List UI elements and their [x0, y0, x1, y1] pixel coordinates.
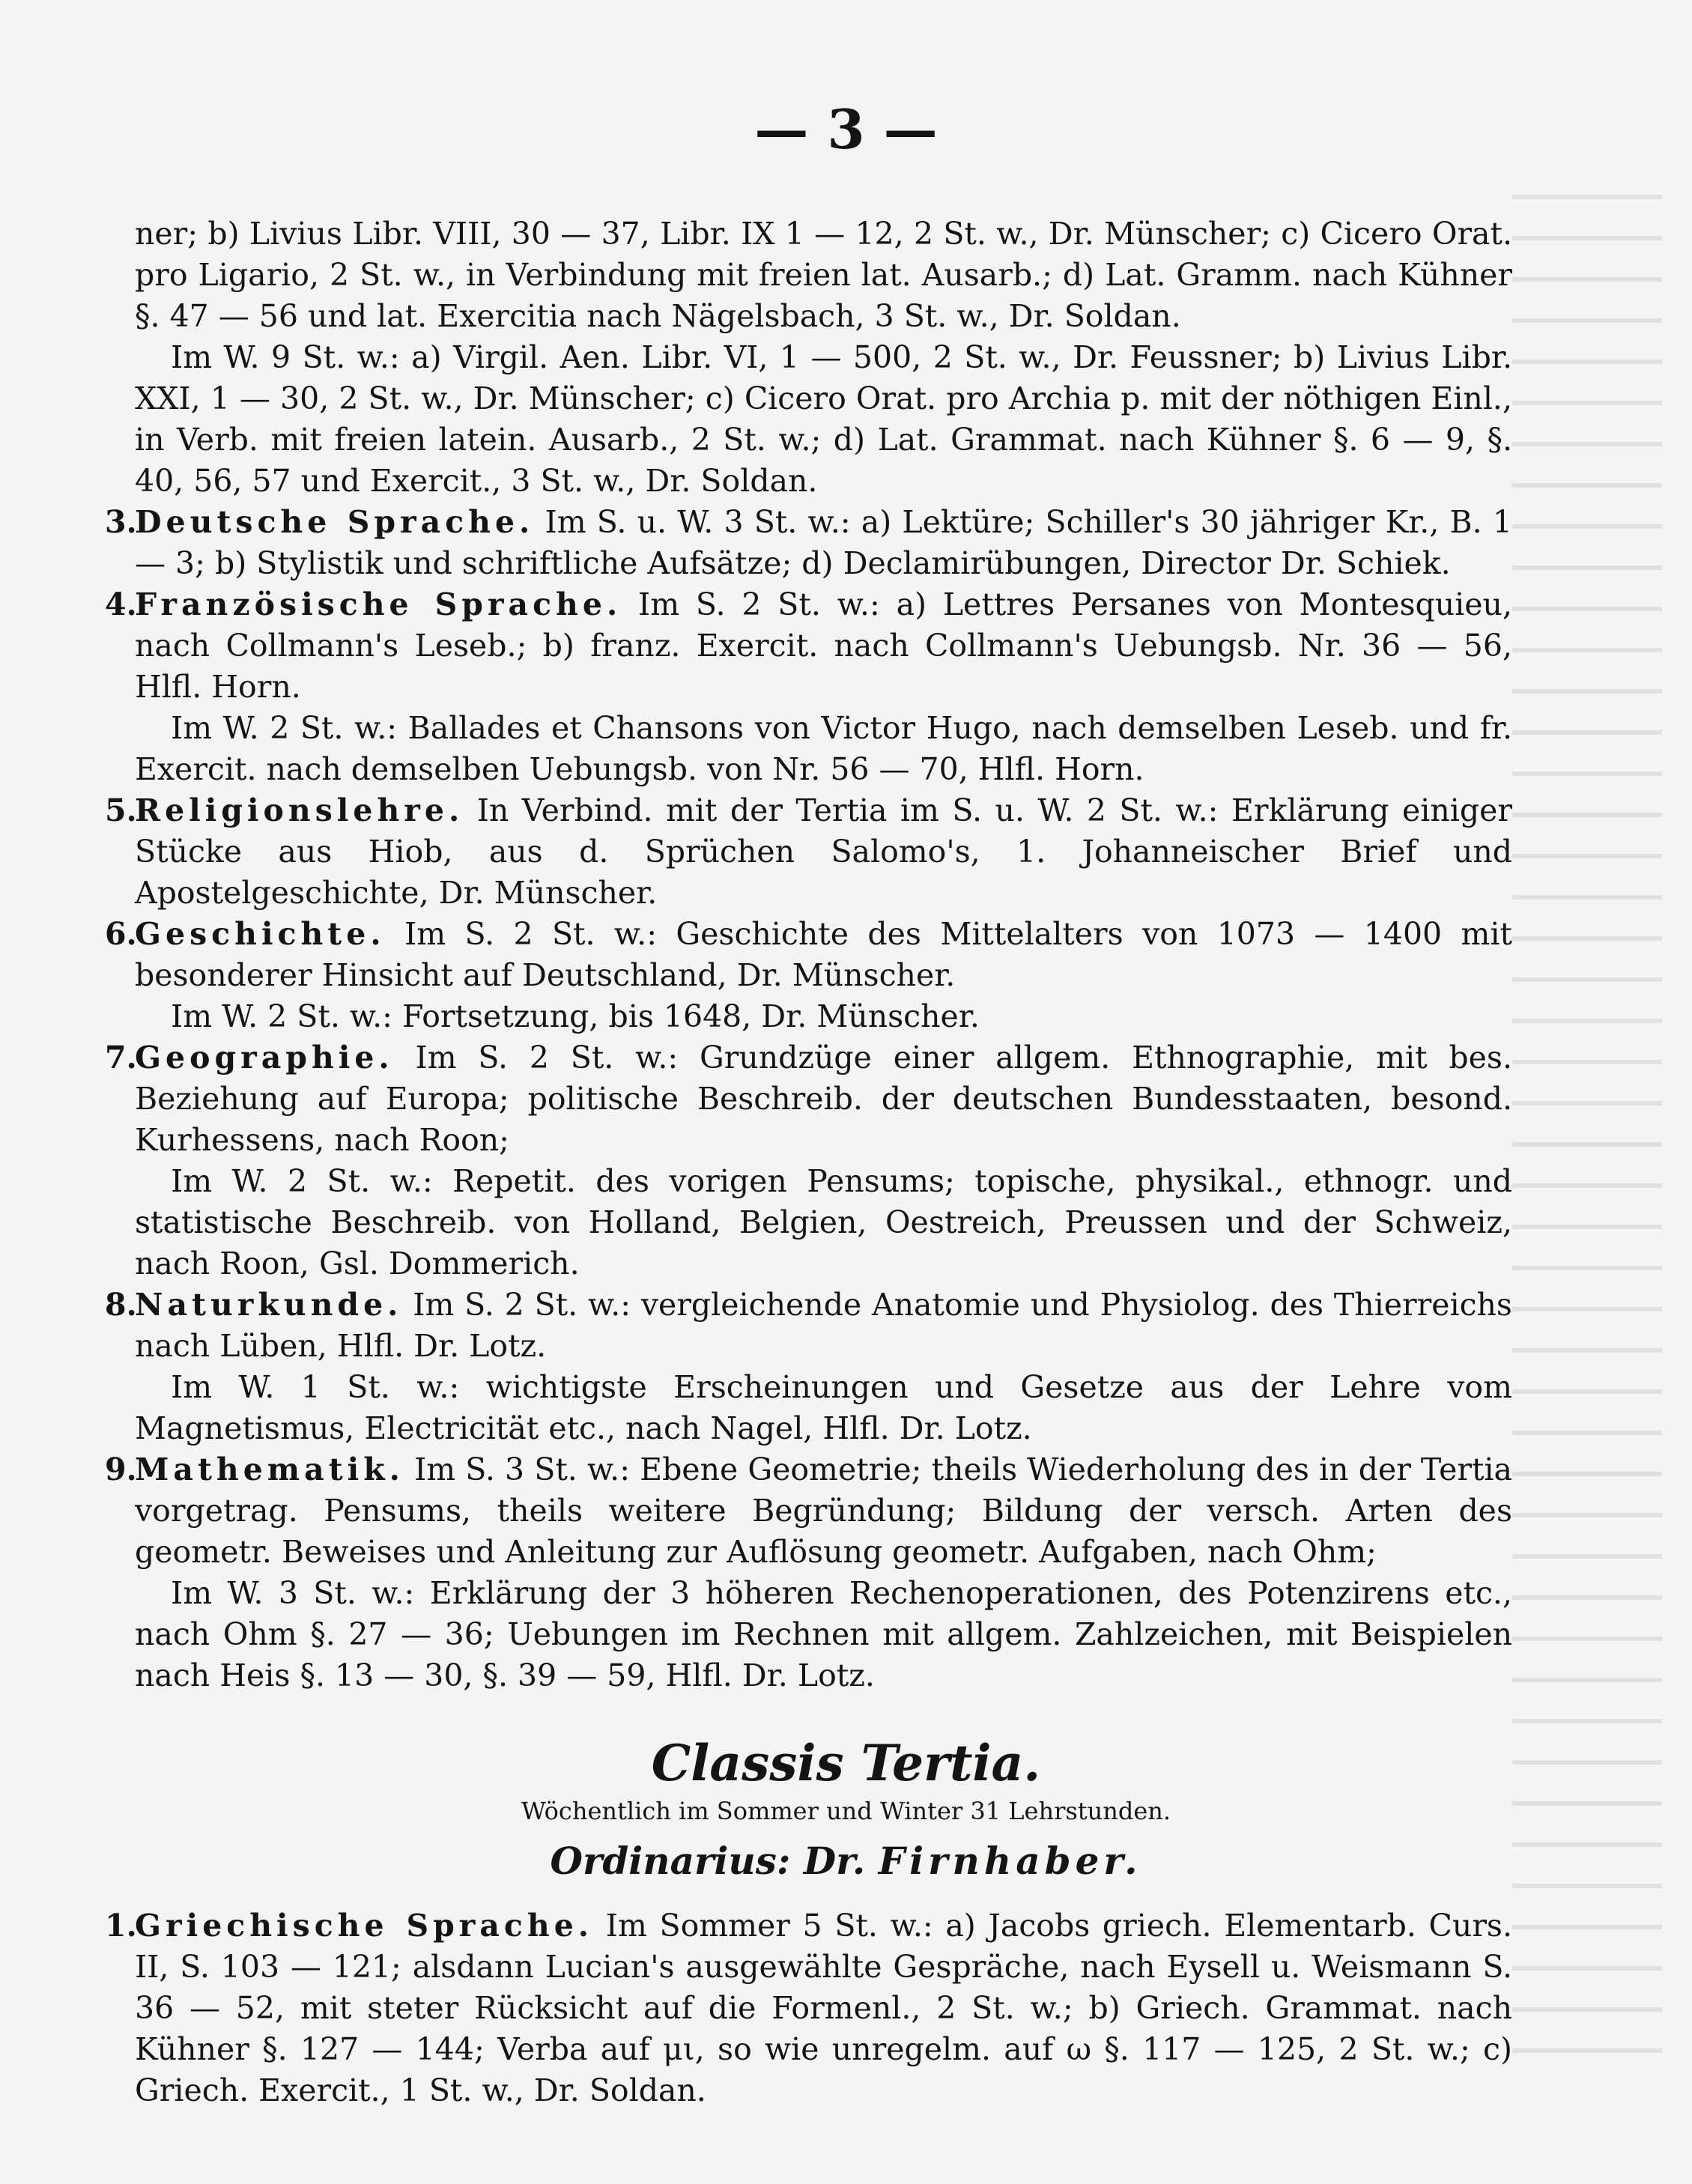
- subject-list: [105, 502, 1512, 1696]
- item-extra: Im W. 1 St. w.: wichtigste Erscheinungen und Gesetze aus der Lehre vom Magnetismus, Electricität etc., nach Nagel, Hlfl. Dr. Lotz.: [135, 1369, 1512, 1446]
- item-number: 7.: [105, 1040, 137, 1076]
- subject-item: [105, 790, 1512, 914]
- item-text: Im S. 2 St. w.: Geschichte des Mittelalters von 1073 — 1400 mit besonderer Hinsicht auf Deutschland, Dr. Münscher.: [135, 916, 1512, 993]
- item-extra: Im W. 2 St. w.: Ballades et Chansons von Victor Hugo, nach demselben Leseb. und fr. Exercit. nach demselben Uebungsb. von Nr. 56 — 70, Hlfl. Horn.: [135, 710, 1512, 787]
- item-heading: Geschichte.: [135, 916, 386, 952]
- item-number: 1.: [105, 1908, 137, 1944]
- subject-item: [105, 584, 1512, 708]
- item-heading: Religionslehre.: [135, 792, 464, 828]
- subject-item: [105, 1284, 1512, 1367]
- bleed-through-texture: [1512, 195, 1662, 2067]
- item-heading: Naturkunde.: [135, 1287, 403, 1323]
- subject-item: [105, 1037, 1512, 1161]
- page-number: — 3 —: [754, 97, 938, 161]
- ordinarius-line: [135, 1839, 1512, 1883]
- item-number: 3.: [105, 504, 137, 540]
- item-number: 6.: [105, 916, 137, 952]
- subject-item: [105, 1449, 1512, 1573]
- item-extra: Im W. 2 St. w.: Repetit. des vorigen Pensums; topische, physikal., ethnogr. und statistische Beschreib. von Holland, Belgien, Oestreich, Preussen und der Schweiz, nach Roon, Gsl. Dommerich.: [135, 1163, 1512, 1281]
- opening-paragraph-1: ner; b) Livius Libr. VIII, 30 — 37, Libr. IX 1 — 12, 2 St. w., Dr. Münscher; c) Cicero Orat. pro Ligario, 2 St. w., in Verbindung mit freien lat. Ausarb.; d) Lat. Gramm. nach Kühner §. 47 — 56 und lat. Exercitia nach Nägelsbach, 3 St. w., Dr. Soldan.: [135, 216, 1512, 334]
- item-text: Im S. 2 St. w.: vergleichende Anatomie und Physiolog. des Thierreichs nach Lüben, Hlfl. Dr. Lotz.: [135, 1287, 1512, 1364]
- classis-title: Classis Tertia.: [651, 1734, 1041, 1792]
- item-extra: Im W. 2 St. w.: Fortsetzung, bis 1648, Dr. Münscher.: [171, 998, 980, 1034]
- item-heading: Deutsche Sprache.: [135, 504, 535, 540]
- subject-item: [105, 502, 1512, 584]
- item-heading: Französische Sprache.: [135, 586, 622, 622]
- item-text: Im S. 3 St. w.: Ebene Geometrie; theils Wiederholung des in der Tertia vorgetrag. Pensums, theils weitere Begründung; Bildung der versch. Arten des geometr. Beweises und Anleitung zur Auflösung geometr. Aufgaben, nach Ohm;: [135, 1452, 1512, 1570]
- item-number: 4.: [105, 586, 137, 622]
- item-text: Im S. u. W. 3 St. w.: a) Lektüre; Schiller's 30 jähriger Kr., B. 1 — 3; b) Stylistik und schriftliche Aufsätze; d) Declamirübungen, Director Dr. Schiek.: [135, 504, 1512, 581]
- ordinarius-name: Firnhaber.: [878, 1839, 1142, 1883]
- item-number: 9.: [105, 1452, 137, 1487]
- classis-subtitle: Wöchentlich im Sommer und Winter 31 Lehrstunden.: [521, 1797, 1171, 1825]
- item-heading: Geographie.: [135, 1040, 394, 1076]
- item-text: Im S. 2 St. w.: a) Lettres Persanes von Montesquieu, nach Collmann's Leseb.; b) franz. Exercit. nach Collmann's Uebungsb. Nr. 36 — 56, Hlfl. Horn.: [135, 586, 1512, 705]
- item-heading: Griechische Sprache.: [135, 1908, 594, 1944]
- item-number: 8.: [105, 1287, 137, 1323]
- subject-item: [105, 914, 1512, 996]
- item-number: 5.: [105, 792, 137, 828]
- item-text: Im Sommer 5 St. w.: a) Jacobs griech. Elementarb. Curs. II, S. 103 — 121; alsdann Lucian's ausgewählte Gespräche, nach Eysell u. Weismann S. 36 — 52, mit steter Rücksicht auf die Formenl., 2 St. w.; b) Griech. Grammat. nach Kühner §. 127 — 144; Verba auf μι, so wie unregelm. auf ω §. 117 — 125, 2 St. w.; c) Griech. Exercit., 1 St. w., Dr. Soldan.: [135, 1908, 1512, 2108]
- subject-item: [105, 1905, 1512, 2111]
- item-heading: Mathematik.: [135, 1452, 404, 1487]
- ordinarius-label: Ordinarius: Dr.: [550, 1839, 866, 1883]
- item-text: Im S. 2 St. w.: Grundzüge einer allgem. Ethnographie, mit bes. Beziehung auf Europa; politische Beschreib. der deutschen Bundesstaaten, besond. Kurhessens, nach Roon;: [135, 1040, 1512, 1158]
- item-text: In Verbind. mit der Tertia im S. u. W. 2 St. w.: Erklärung einiger Stücke aus Hiob, aus d. Sprüchen Salomo's, 1. Johanneischer Brief und Apostelgeschichte, Dr. Münscher.: [135, 792, 1512, 911]
- opening-paragraph-2: Im W. 9 St. w.: a) Virgil. Aen. Libr. VI, 1 — 500, 2 St. w., Dr. Feussner; b) Livius Libr. XXI, 1 — 30, 2 St. w., Dr. Münscher; c) Cicero Orat. pro Archia p. mit der nöthigen Einl., in Verb. mit freien latein. Ausarb., 2 St. w.; d) Lat. Grammat. nach Kühner §. 6 — 9, §. 40, 56, 57 und Exercit., 3 St. w., Dr. Soldan.: [135, 339, 1512, 499]
- item-extra: Im W. 3 St. w.: Erklärung der 3 höheren Rechenoperationen, des Potenzirens etc., nach Ohm §. 27 — 36; Uebungen im Rechnen mit allgem. Zahlzeichen, mit Beispielen nach Heis §. 13 — 30, §. 39 — 59, Hlfl. Dr. Lotz.: [135, 1575, 1512, 1693]
